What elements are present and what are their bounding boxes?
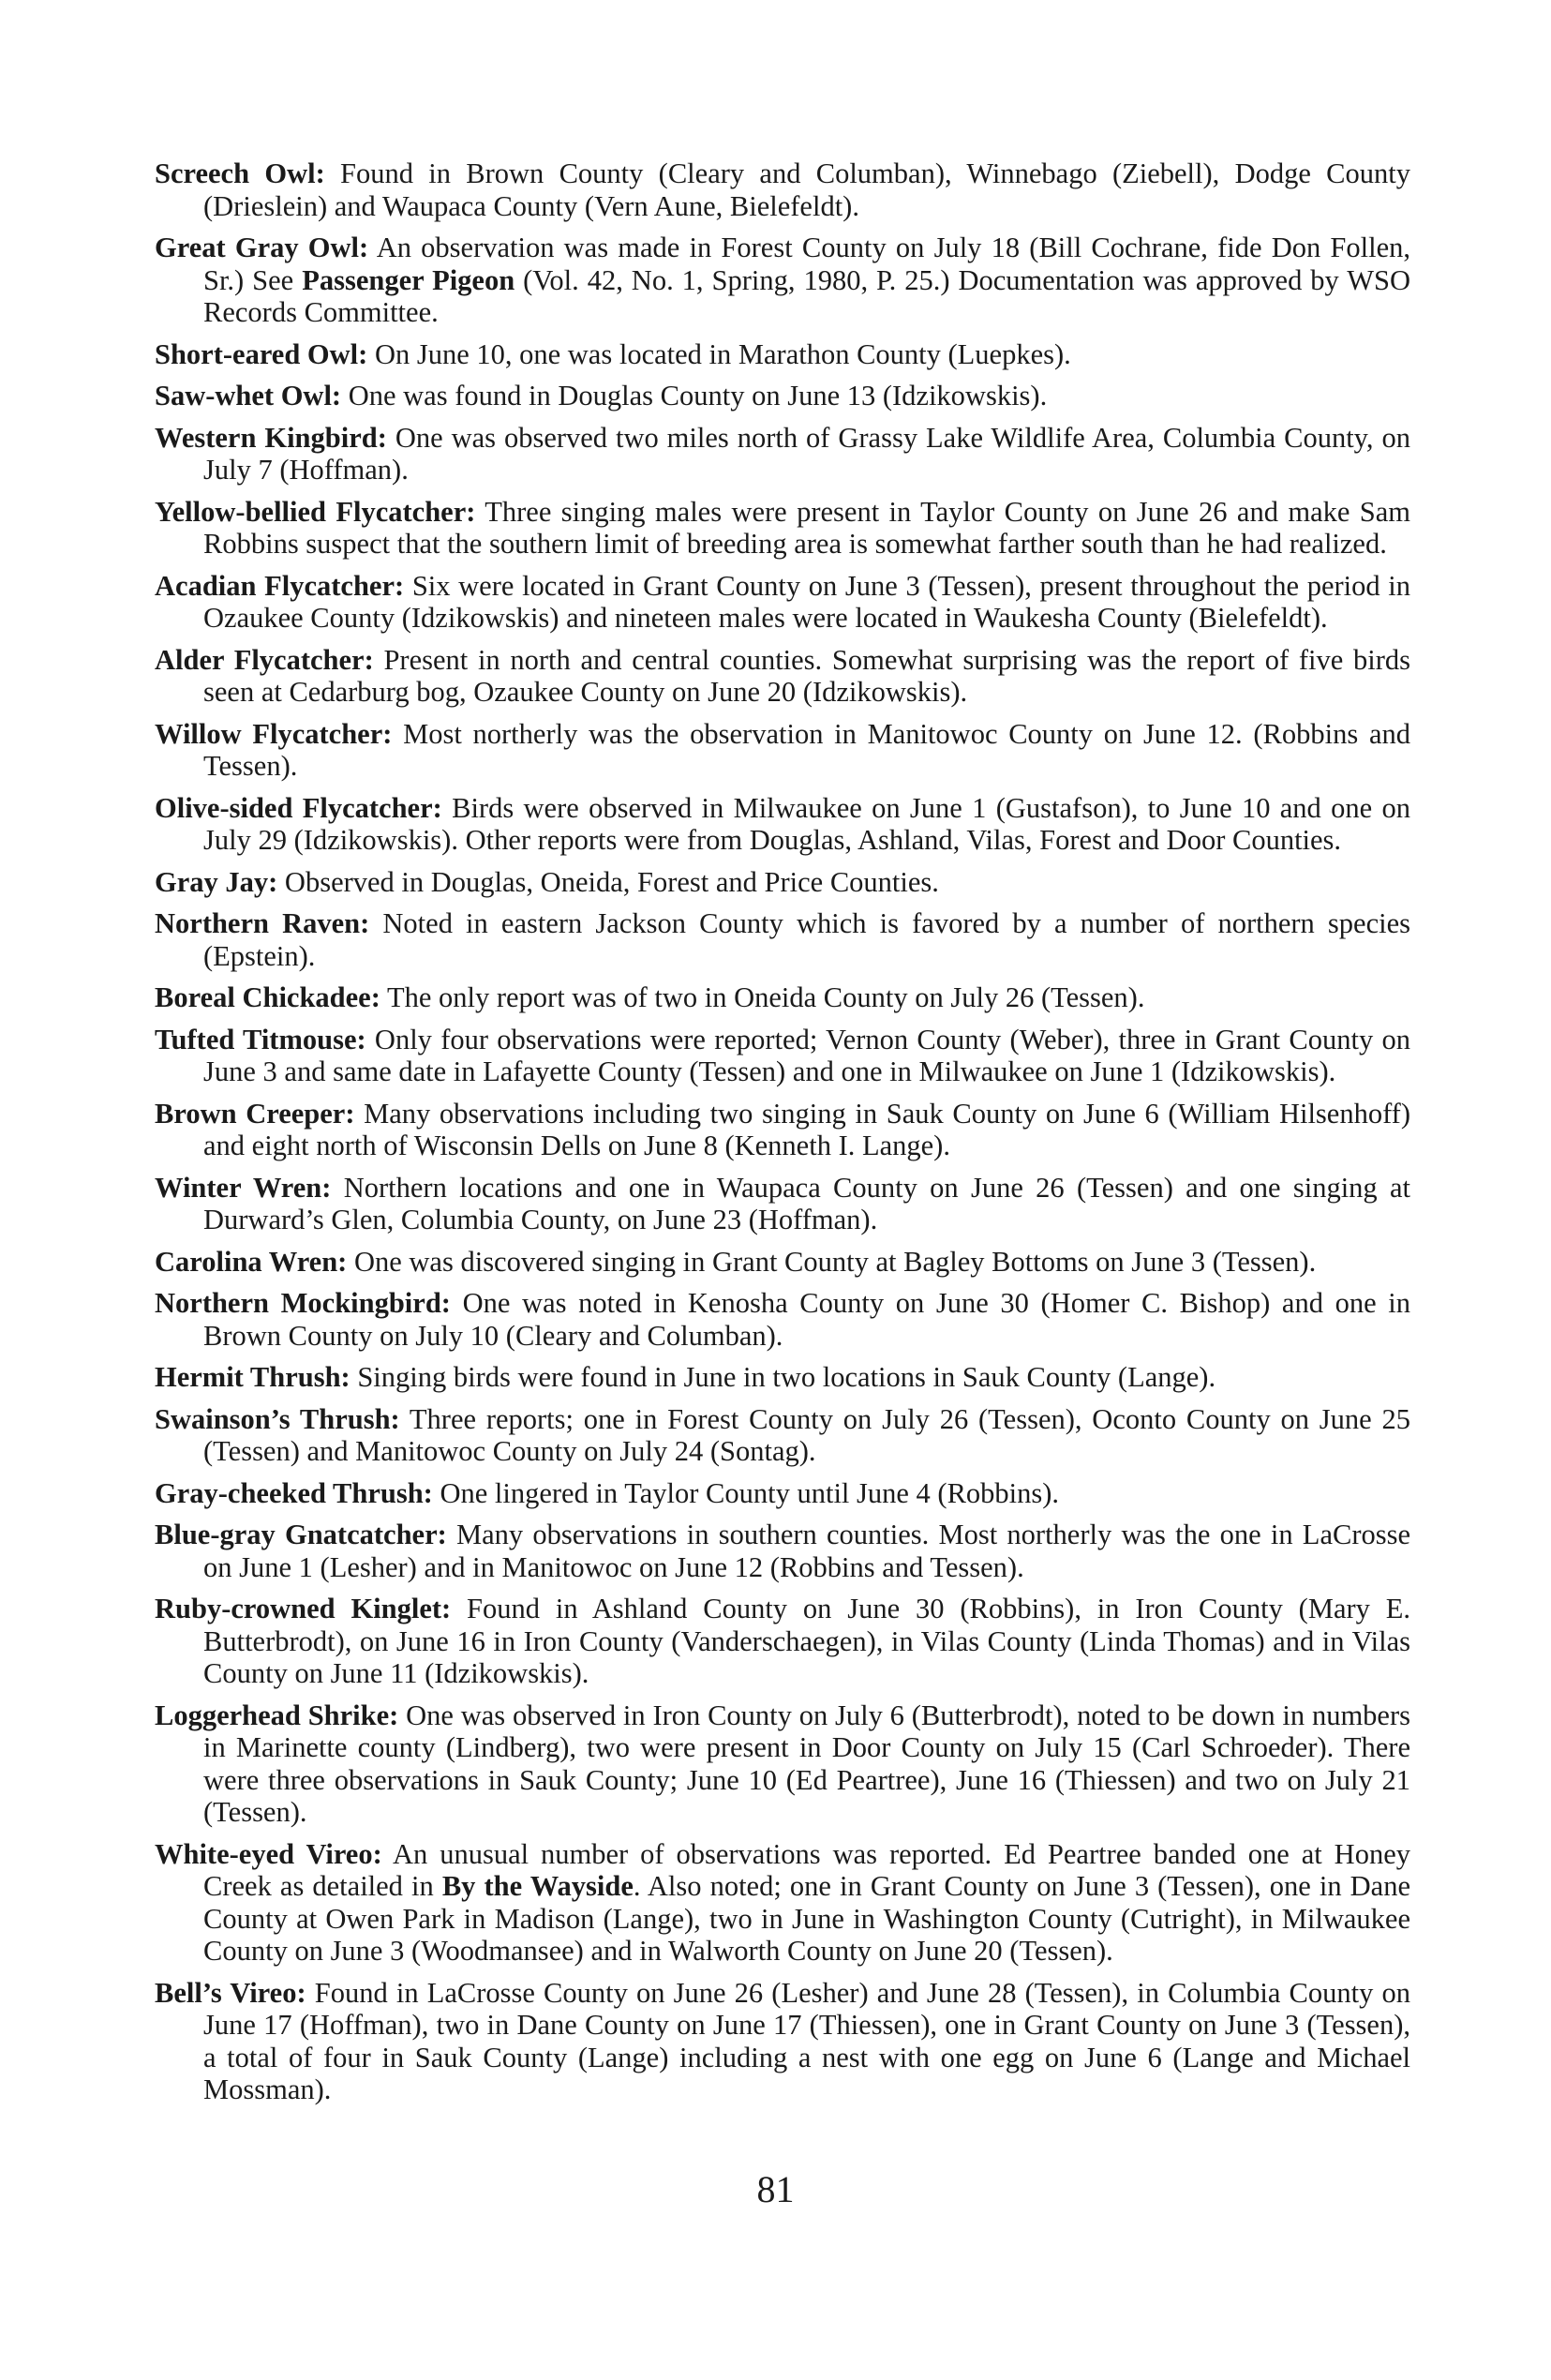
entry-winter-wren	[155, 1172, 1410, 1236]
species-name: Bell’s Vireo:	[155, 1976, 306, 2009]
entry-text: Only four observations were reported; Vernon County (Weber), three in Grant County on June 3 and same date in Lafayette County (Tessen) and one in Milwaukee on June 1 (Idzikowskis).	[203, 1023, 1411, 1087]
document-body	[155, 157, 1410, 2116]
entry-text: Noted in eastern Jackson County which is favored by a number of northern species (Epstein).	[203, 907, 1410, 972]
page-number: 81	[756, 2168, 795, 2210]
entry-hermit-thrush	[155, 1361, 1410, 1394]
species-name: Alder Flycatcher:	[155, 643, 374, 676]
species-name: Ruby-crowned Kinglet:	[155, 1593, 452, 1624]
entry-loggerhead-shrike	[155, 1699, 1410, 1829]
species-name: Winter Wren:	[155, 1171, 332, 1204]
species-name: Willow Flycatcher:	[155, 717, 393, 750]
entry-gray-jay	[155, 866, 1410, 899]
species-name: Olive-sided Flycatcher:	[155, 791, 442, 824]
species-name: Great Gray Owl:	[155, 232, 369, 263]
entry-ruby-crowned-kinglet	[155, 1593, 1410, 1690]
species-name: Short-eared Owl:	[155, 337, 368, 370]
species-name: Carolina Wren:	[155, 1245, 348, 1278]
entry-alder-flycatcher	[155, 644, 1410, 709]
species-name: Loggerhead Shrike:	[155, 1699, 399, 1731]
entry-western-kingbird	[155, 422, 1410, 486]
entry-gray-cheeked-thrush	[155, 1477, 1410, 1510]
entry-text: An observation was made in Forest County on July 18 (Bill Cochrane, fide Don Follen, Sr.) See	[203, 232, 1411, 296]
entry-great-gray-owl	[155, 232, 1410, 329]
species-name: Screech Owl:	[155, 157, 325, 189]
species-name: Northern Raven:	[155, 907, 370, 939]
entry-text: Found in Brown County (Cleary and Columban), Winnebago (Ziebell), Dodge County (Drieslein) and Waupaca County (Vern Aune, Bielefeldt).	[203, 157, 1410, 222]
entry-olive-sided-flycatcher	[155, 792, 1410, 857]
entry-saw-whet-owl	[155, 380, 1410, 412]
entry-text: One was observed two miles north of Grassy Lake Wildlife Area, Columbia County, on July 7 (Hoffman).	[203, 421, 1411, 486]
species-name: White-eyed Vireo:	[155, 1837, 382, 1870]
species-name: Northern Mockingbird:	[155, 1287, 451, 1319]
entry-text: Singing birds were found in June in two locations in Sauk County (Lange).	[350, 1361, 1216, 1393]
species-name: Saw-whet Owl:	[155, 380, 342, 412]
entry-text: Six were located in Grant County on June 3 (Tessen), present throughout the period in Ozaukee County (Idzikowskis) and nineteen males were located in Waukesha County (Bielefeldt).	[203, 569, 1410, 634]
species-name: Boreal Chickadee:	[155, 981, 380, 1013]
entry-text: (Vol. 42, No. 1, Spring, 1980, P. 25.) Documentation was approved by WSO Records Committee.	[203, 263, 1410, 328]
species-name: Gray Jay:	[155, 865, 278, 898]
entry-short-eared-owl	[155, 338, 1410, 371]
species-name: Western Kingbird:	[155, 421, 387, 454]
species-name: Tufted Titmouse:	[155, 1023, 366, 1055]
entry-text: On June 10, one was located in Marathon County (Luepkes).	[367, 337, 1071, 370]
species-name: Brown Creeper:	[155, 1097, 355, 1130]
entry-bells-vireo	[155, 1977, 1410, 2106]
entry-text: Found in Ashland County on June 30 (Robbins), in Iron County (Mary E. Butterbrodt), on June 16 in Iron County (Vanderschaegen), in Vilas County (Linda Thomas) and in Vilas County on June 11 (Idzikowskis).	[203, 1593, 1410, 1689]
entry-text: Found in LaCrosse County on June 26 (Lesher) and June 28 (Tessen), in Columbia County on June 17 (Hoffman), two in Dane County on June 17 (Thiessen), one in Grant County on June 3 (Tessen), a total of four in Sauk County (Lange) including a nest with one egg on June 6 (Lange and Michael Mossman).	[203, 1976, 1410, 2105]
entry-boreal-chickadee	[155, 981, 1410, 1014]
journal-title: Passenger Pigeon	[302, 263, 515, 296]
entry-text: Three singing males were present in Taylor County on June 26 and make Sam Robbins suspect that the southern limit of breeding area is somewhat farther south than he had realized.	[203, 495, 1411, 560]
entry-acadian-flycatcher	[155, 570, 1410, 635]
entry-text: One lingered in Taylor County until June 4 (Robbins).	[432, 1476, 1060, 1509]
entry-tufted-titmouse	[155, 1024, 1410, 1088]
entry-text: Most northerly was the observation in Manitowoc County on June 12. (Robbins and Tessen).	[203, 717, 1410, 782]
entry-text: One was observed in Iron County on July 6 (Butterbrodt), noted to be down in numbers in Marinette county (Lindberg), two were present in Door County on July 15 (Carl Schroeder). There were three observations in Sauk County; June 10 (Ed Peartree), June 16 (Thiessen) and two on July 21 (Tessen).	[203, 1699, 1410, 1828]
entry-northern-mockingbird	[155, 1287, 1410, 1352]
entry-brown-creeper	[155, 1098, 1410, 1162]
column-title: By the Wayside	[441, 1870, 634, 1902]
entry-text: One was noted in Kenosha County on June 30 (Homer C. Bishop) and one in Brown County on July 10 (Cleary and Columban).	[203, 1287, 1410, 1352]
entry-text: . Also noted; one in Grant County on June 3 (Tessen), one in Dane County at Owen Park in Madison (Lange), two in June in Washington County (Cutright), in Milwaukee County on June 3 (Woodmansee) and in Walworth County on June 20 (Tessen).	[203, 1870, 1411, 1967]
entry-carolina-wren	[155, 1246, 1410, 1279]
entry-willow-flycatcher	[155, 718, 1410, 783]
entry-text: Birds were observed in Milwaukee on June 1 (Gustafson), to June 10 and one on July 29 (Idzikowskis). Other reports were from Douglas, Ashland, Vilas, Forest and Door Counties.	[203, 791, 1410, 856]
entry-yellow-bellied-flycatcher	[155, 496, 1410, 561]
entry-white-eyed-vireo	[155, 1838, 1410, 1968]
entry-text: One was found in Douglas County on June 13 (Idzikowskis).	[341, 380, 1048, 412]
entry-text: Present in north and central counties. Somewhat surprising was the report of five birds seen at Cedarburg bog, Ozaukee County on June 20 (Idzikowskis).	[203, 643, 1410, 708]
entry-text: Many observations including two singing in Sauk County on June 6 (William Hilsenhoff) and eight north of Wisconsin Dells on June 8 (Kenneth I. Lange).	[203, 1097, 1410, 1161]
species-name: Yellow-bellied Flycatcher:	[155, 495, 476, 528]
entry-text: Northern locations and one in Waupaca County on June 26 (Tessen) and one singing at Durward’s Glen, Columbia County, on June 23 (Hoffman).	[203, 1171, 1410, 1235]
entry-blue-gray-gnatcatcher	[155, 1519, 1410, 1583]
entry-text: Three reports; one in Forest County on July 26 (Tessen), Oconto County on June 25 (Tessen) and Manitowoc County on July 24 (Sontag).	[203, 1402, 1410, 1467]
species-name: Hermit Thrush:	[155, 1361, 350, 1393]
entry-screech-owl	[155, 157, 1410, 222]
species-name: Gray-cheeked Thrush:	[155, 1476, 433, 1509]
species-name: Swainson’s Thrush:	[155, 1402, 400, 1435]
entry-text: The only report was of two in Oneida County on July 26 (Tessen).	[380, 981, 1145, 1013]
entry-text: Observed in Douglas, Oneida, Forest and Price Counties.	[277, 865, 939, 898]
entry-text: Many observations in southern counties. Most northerly was the one in LaCrosse on June 1 (Lesher) and in Manitowoc on June 12 (Robbins and Tessen).	[203, 1519, 1411, 1583]
species-name: Acadian Flycatcher:	[155, 569, 405, 602]
entry-swainsons-thrush	[155, 1403, 1410, 1468]
entry-northern-raven	[155, 907, 1410, 972]
species-name: Blue-gray Gnatcatcher:	[155, 1519, 447, 1550]
entry-text: One was discovered singing in Grant County at Bagley Bottoms on June 3 (Tessen).	[347, 1245, 1317, 1278]
entry-text: An unusual number of observations was reported. Ed Peartree banded one at Honey Creek as detailed in	[203, 1837, 1410, 1902]
